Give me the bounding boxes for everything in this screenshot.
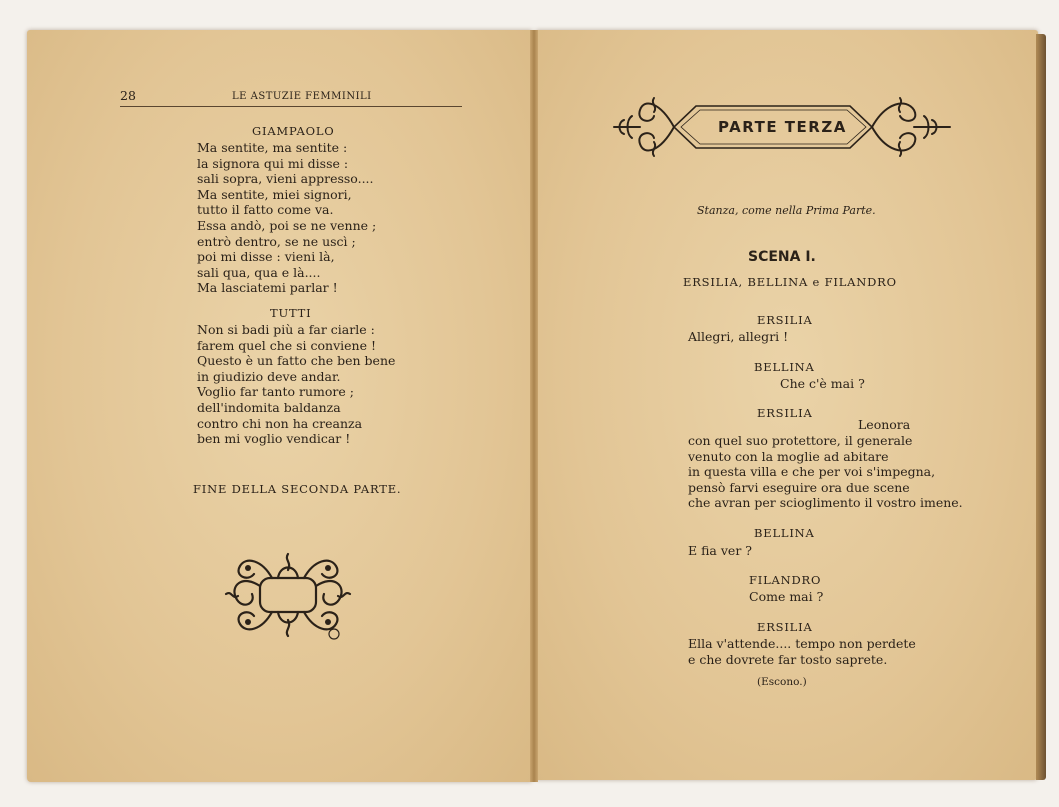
verse-line: la signora qui mi disse :	[197, 155, 349, 171]
speaker-bellina: BELLINA	[754, 360, 815, 374]
speaker-bellina: BELLINA	[754, 526, 815, 540]
exit-direction: (Escono.)	[757, 676, 807, 688]
floral-ornament-icon	[222, 546, 354, 642]
dialogue-line: venuto con la moglie ad abitare	[688, 448, 889, 464]
dialogue-line: in questa villa e che per voi s'impegna,	[688, 464, 936, 480]
page-number: 28	[120, 88, 136, 103]
scene-characters: ERSILIA, BELLINA e FILANDRO	[683, 275, 897, 289]
speaker-ersilia: ERSILIA	[757, 406, 813, 420]
end-of-part-note: FINE DELLA SECONDA PARTE.	[193, 482, 402, 496]
scroll-ornament-right-icon	[872, 98, 950, 156]
verse-line: Ma sentite, ma sentite :	[197, 140, 348, 155]
verse-line: Non si badi più a far ciarle :	[197, 322, 375, 337]
book-spine	[530, 30, 538, 782]
running-head-rule	[120, 106, 462, 107]
page-edge	[1036, 34, 1046, 780]
dialogue-line: pensò farvi eseguire ora due scene	[688, 479, 910, 495]
dialogue-line: Ella v'attende.... tempo non perdete	[688, 636, 916, 651]
verse-line: tutto il fatto come va.	[197, 202, 334, 218]
dialogue-line: Come mai ?	[749, 589, 824, 604]
verse-line: entrò dentro, se ne uscì ;	[197, 233, 356, 249]
scene-heading: SCENA I.	[748, 249, 816, 265]
verse-line: Questo è un fatto che ben bene	[197, 353, 396, 369]
verse-line: sali qua, qua e là....	[197, 264, 321, 280]
speaker-tutti: TUTTI	[270, 306, 312, 320]
dialogue-line: E fia ver ?	[688, 543, 752, 558]
dialogue-block	[688, 636, 916, 667]
verse-giampaolo	[197, 140, 376, 296]
verse-line: Voglio far tanto rumore ;	[197, 384, 354, 400]
dialogue-line: Che c'è mai ?	[780, 376, 865, 391]
verse-line: poi mi disse : vieni là,	[197, 249, 335, 265]
running-head: LE ASTUZIE FEMMINILI	[232, 91, 372, 102]
verse-tutti	[197, 322, 395, 447]
speaker-giampaolo: GIAMPAOLO	[252, 124, 335, 138]
verse-line: contro chi non ha creanza	[197, 415, 363, 431]
speaker-ersilia: ERSILIA	[757, 620, 813, 634]
verse-line: in giudizio deve andar.	[197, 368, 341, 384]
verse-line: Essa andò, poi se ne venne ;	[197, 217, 377, 233]
part-title: PARTE TERZA	[718, 118, 847, 136]
dialogue-line: Allegri, allegri !	[688, 329, 789, 344]
dialogue-line: Leonora	[858, 417, 911, 432]
stage-direction: Stanza, come nella Prima Parte.	[697, 204, 876, 217]
dialogue-line: che avran per scioglimento il vostro imene.	[688, 495, 963, 511]
scroll-ornament-left-icon	[614, 98, 674, 156]
verse-line: ben mi voglio vendicar !	[197, 431, 351, 447]
dialogue-block	[688, 433, 963, 511]
verse-line: sali sopra, vieni appresso....	[197, 171, 374, 187]
verse-line: farem quel che si conviene !	[197, 337, 376, 353]
speaker-filandro: FILANDRO	[749, 573, 822, 587]
verse-line: dell'indomita baldanza	[197, 399, 341, 415]
dialogue-line: e che dovrete far tosto saprete.	[688, 651, 888, 667]
verse-line: Ma sentite, miei signori,	[197, 186, 352, 202]
speaker-ersilia: ERSILIA	[757, 313, 813, 327]
verse-line: Ma lasciatemi parlar !	[197, 280, 338, 296]
dialogue-line: con quel suo protettore, il generale	[688, 433, 913, 448]
